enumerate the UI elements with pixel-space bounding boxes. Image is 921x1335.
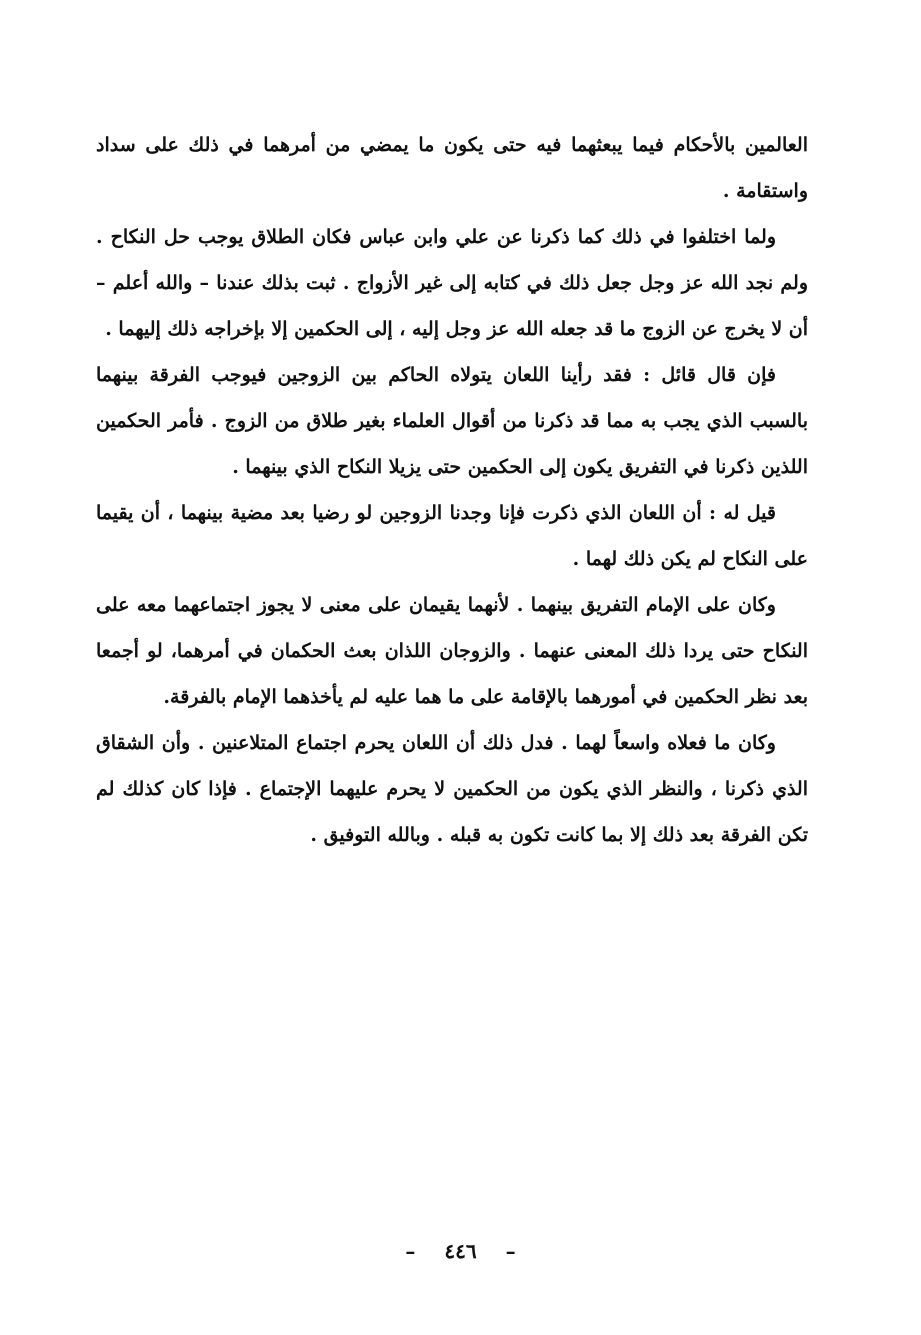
paragraph: وكان على الإمام التفريق بينهما . لأنهما يقيمان على معنى لا يجوز اجتماعهما معه على النكاح حتى يردا ذلك المعنى عنهما . والزوجان اللذان بعث الحكمان في أمرهما، لو أجمعا بعد نظر الحكمين في أمورهما بالإقامة على ما هما عليه لم يأخذهما الإمام بالفرقة. xyxy=(96,594,808,708)
page-number-dash-right: – xyxy=(405,1239,416,1263)
page-number-dash-left: – xyxy=(505,1239,516,1263)
paragraph: ولما اختلفوا في ذلك كما ذكرنا عن علي وابن عباس فكان الطلاق يوجب حل النكاح . ولم نجد الله عز وجل جعل ذلك في كتابه إلى غير الأزواج . ثبت بذلك عندنا – والله أعلم – أن لا يخرج عن الزوج ما قد جعله الله عز وجل إليه ، إلى الحكمين إلا بإخراجه ذلك إليهما . xyxy=(96,226,808,340)
paragraph-continuation: العالمين بالأحكام فيما يبعثهما فيه حتى يكون ما يمضي من أمرهما في ذلك على سداد واستقامة . xyxy=(96,134,808,202)
paragraph: وكان ما فعلاه واسعاً لهما . فدل ذلك أن اللعان يحرم اجتماع المتلاعنين . وأن الشقاق الذي ذكرنا ، والنظر الذي يكون من الحكمين لا يحرم عليهما الإجتماع . فإذا كان كذلك لم تكن الفرقة بعد ذلك إلا بما كانت تكون به قبله . وبالله التوفيق . xyxy=(96,732,808,846)
page-number-footer xyxy=(0,1236,921,1266)
page-number: ٤٤٦ xyxy=(444,1239,477,1263)
paragraph: فإن قال قائل : فقد رأينا اللعان يتولاه الحاكم بين الزوجين فيوجب الفرقة بينهما بالسبب الذي يجب به مما قد ذكرنا من أقوال العلماء بغير طلاق من الزوج . فأمر الحكمين اللذين ذكرنا في التفريق يكون إلى الحكمين حتى يزيلا النكاح الذي بينهما . xyxy=(96,364,808,478)
paragraph: قيل له : أن اللعان الذي ذكرت فإنا وجدنا الزوجين لو رضيا بعد مضية بينهما ، أن يقيما على النكاح لم يكن ذلك لهما . xyxy=(96,502,808,570)
body-text xyxy=(96,122,808,858)
